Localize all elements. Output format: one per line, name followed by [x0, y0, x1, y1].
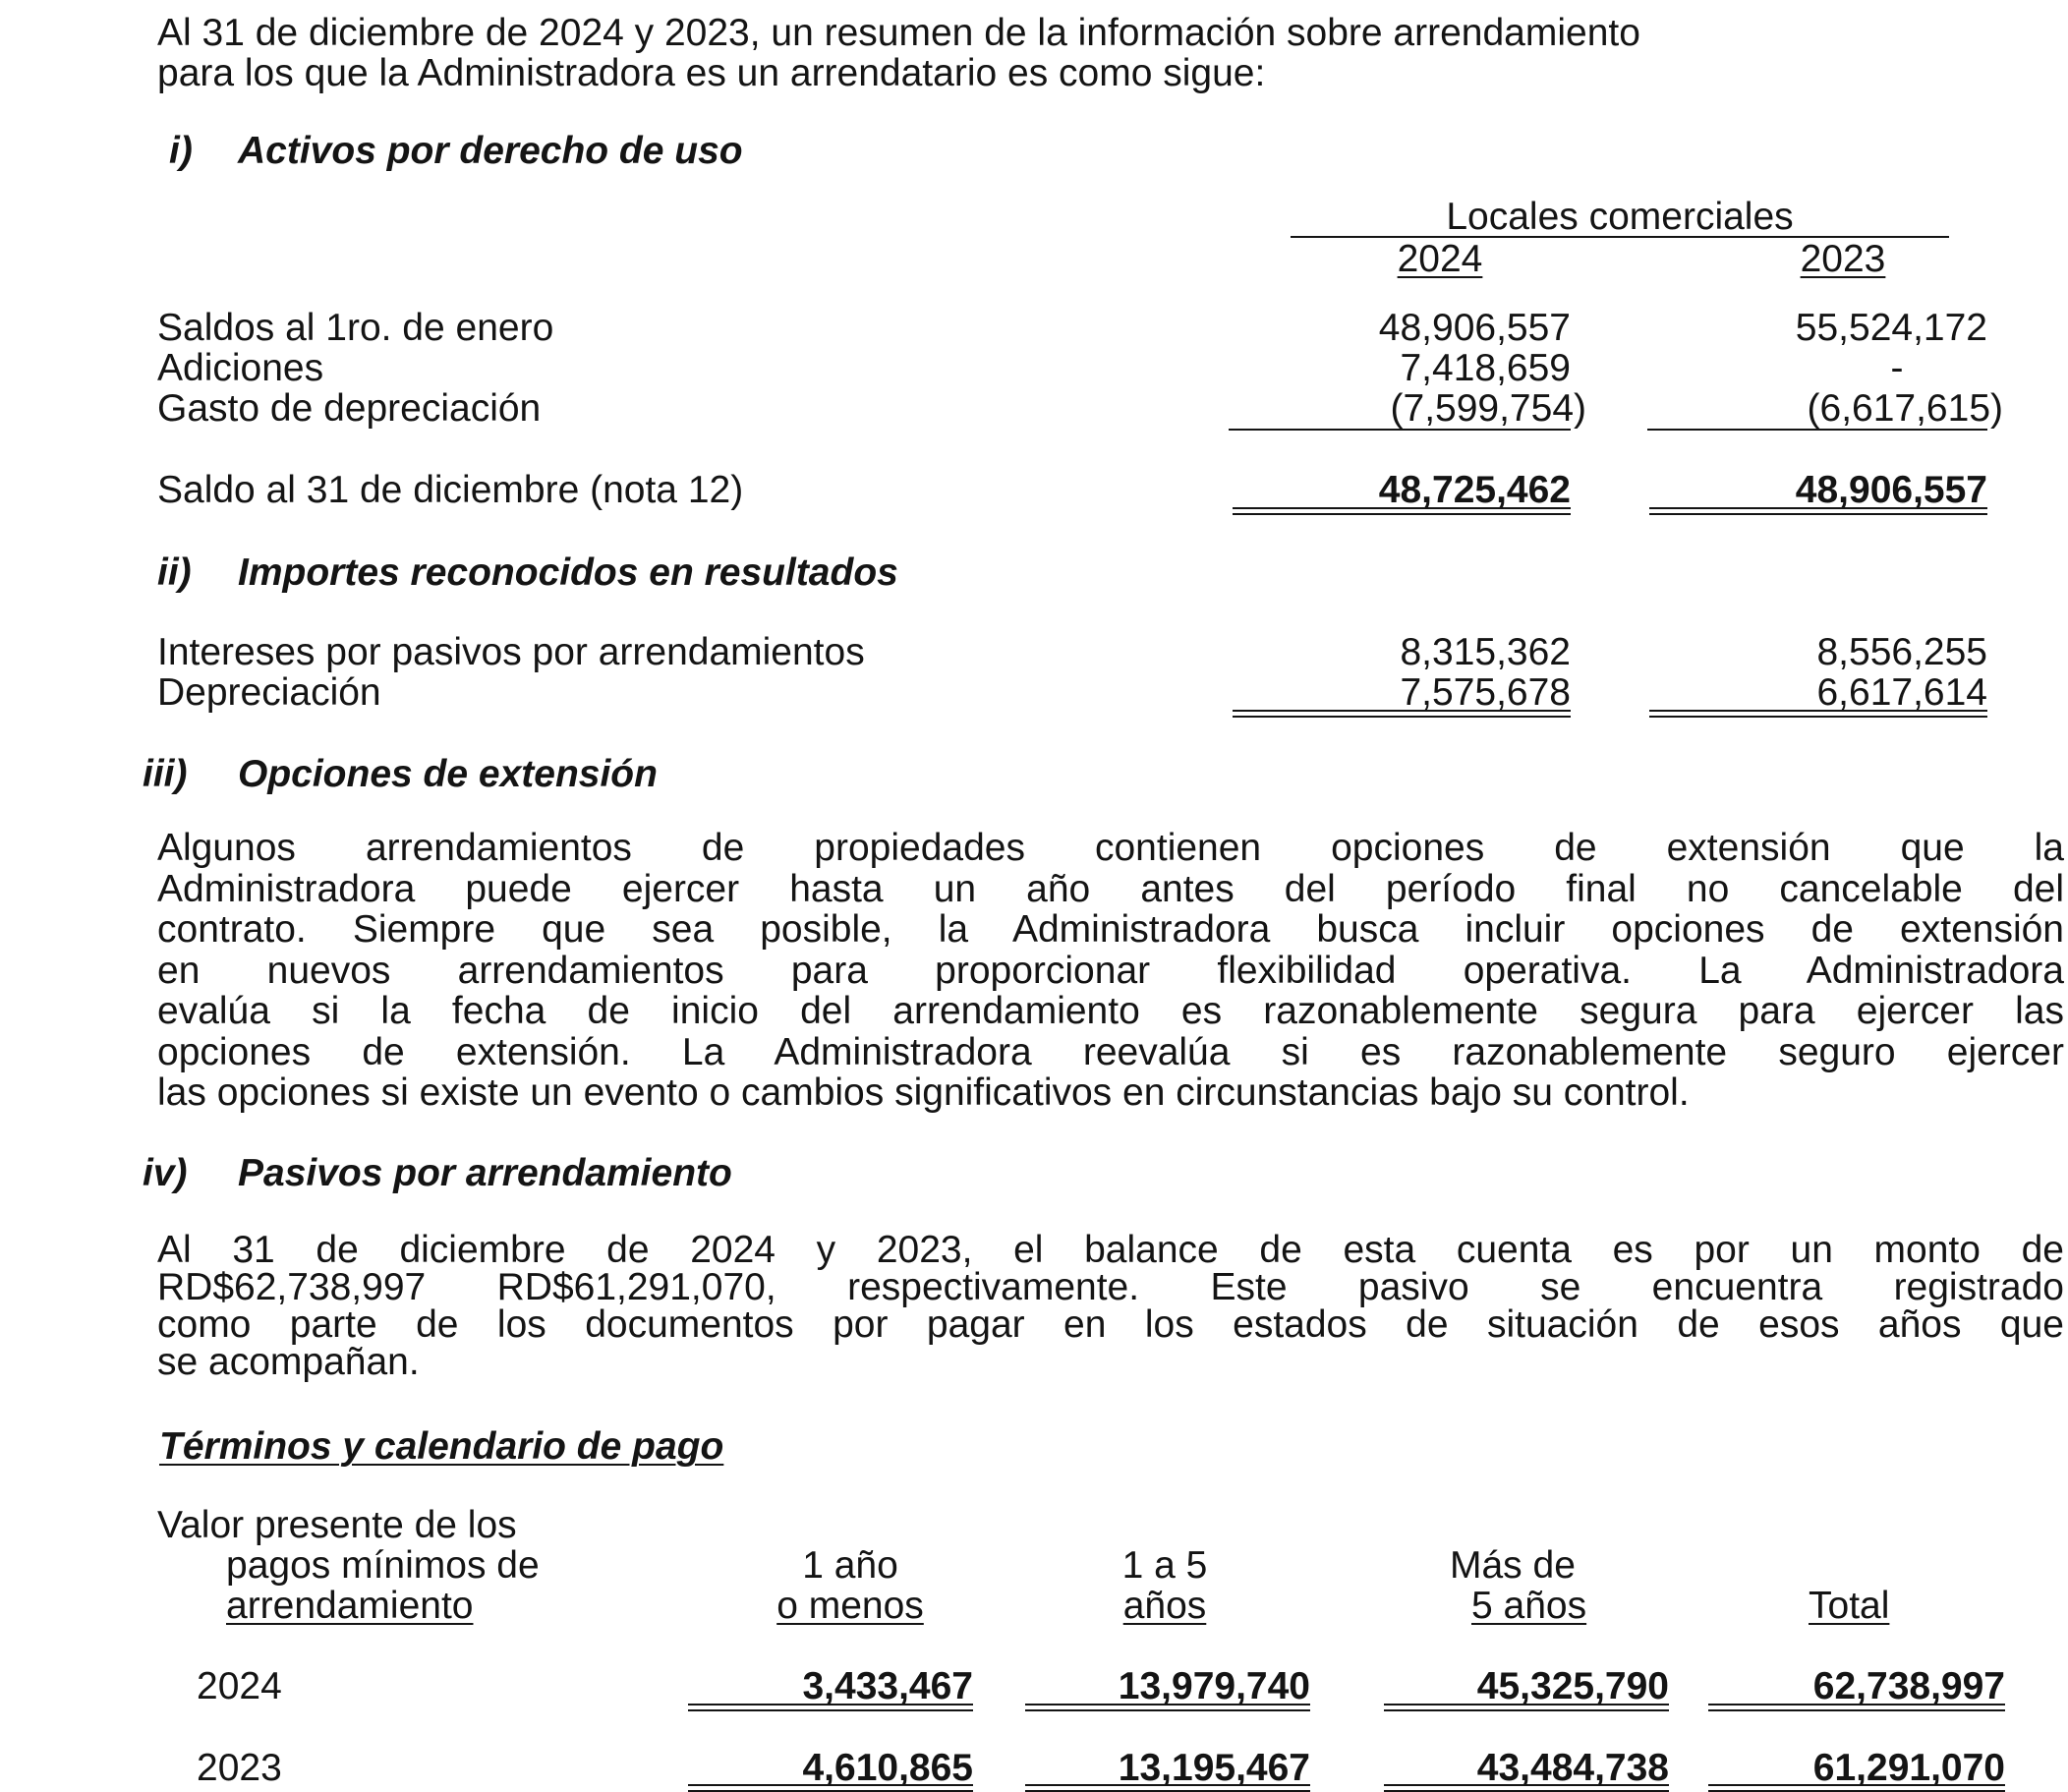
value-gasto-depreciacion-2023: (6,617,615): [1807, 387, 2003, 430]
schedule-2023-1-year-rule: [688, 1784, 973, 1792]
paragraph-line: Al 31 de diciembre de 2024 y 2023, el balance de esta cuenta es por un monto de: [157, 1229, 2064, 1271]
col-4-header: Total: [1809, 1585, 1890, 1627]
col-header-2024: 2024: [1397, 238, 1483, 280]
intro-line-1: Al 31 de diciembre de 2024 y 2023, un resumen de la información sobre arrendamiento: [157, 12, 1640, 54]
paragraph-line: RD$62,738,997 RD$61,291,070, respectivamente. Este pasivo se encuentra registrado: [157, 1266, 2064, 1308]
section-iv-title: Pasivos por arrendamiento: [238, 1152, 732, 1194]
paragraph-line: evalúa si la fecha de inicio del arrendamiento es razonablemente segura para ejercer las: [157, 990, 2064, 1032]
schedule-2024-over-5-years: 45,325,790: [1476, 1665, 1669, 1707]
col-header-2023: 2023: [1800, 238, 1886, 280]
section-ii-number: ii): [157, 551, 192, 594]
intro-line-2: para los que la Administradora es un arrendatario es como sigue:: [157, 52, 1266, 94]
value-intereses-2023: 8,556,255: [1816, 631, 1987, 673]
value-gasto-depreciacion-2024: (7,599,754): [1390, 387, 1586, 430]
subtotal-rule-2024: [1229, 429, 1571, 431]
section-iv-number: iv): [143, 1152, 188, 1194]
schedule-2024-1-year-rule: [688, 1704, 973, 1711]
value-depreciacion-2024: 7,575,678: [1400, 671, 1571, 714]
row-label-depreciacion: Depreciación: [157, 671, 381, 714]
paragraph-line: opciones de extensión. La Administradora reevalúa si es razonablemente seguro ejercer: [157, 1030, 2064, 1073]
col-1-header-line-1: 1 año: [802, 1544, 898, 1587]
payment-schedule-title: Términos y calendario de pago: [159, 1425, 724, 1468]
paragraph-line: Algunos arrendamientos de propiedades contienen opciones de extensión que la: [157, 827, 2064, 869]
row-label-saldo-diciembre: Saldo al 31 de diciembre (nota 12): [157, 469, 744, 511]
schedule-2023-over-5-years-rule: [1384, 1784, 1669, 1792]
schedule-2023-total: 61,291,070: [1812, 1747, 2005, 1789]
schedule-2023-1-5-years: 13,195,467: [1118, 1747, 1310, 1789]
schedule-2024-1-5-years: 13,979,740: [1118, 1665, 1310, 1707]
schedule-2024-1-year: 3,433,467: [802, 1665, 973, 1707]
paragraph-line: las opciones si existe un evento o cambios significativos en circunstancias bajo su control.: [157, 1071, 1690, 1114]
row-label-adiciones: Adiciones: [157, 347, 324, 389]
col-2-header-line-2: años: [1122, 1585, 1207, 1627]
value-adiciones-2023: -: [1890, 347, 1904, 389]
schedule-2024-over-5-years-rule: [1384, 1704, 1669, 1711]
total-saldo-2023: 48,906,557: [1795, 469, 1987, 511]
schedule-2024-total-rule: [1708, 1704, 2005, 1711]
subtotal-rule-2023: [1647, 429, 1987, 431]
schedule-label-line-2: pagos mínimos de: [226, 1544, 540, 1587]
schedule-row-year-2024: 2024: [197, 1665, 282, 1707]
schedule-label-line-3: arrendamiento: [226, 1585, 474, 1627]
section-iii-title: Opciones de extensión: [238, 753, 658, 795]
total-saldo-2024: 48,725,462: [1378, 469, 1571, 511]
schedule-2023-1-year: 4,610,865: [802, 1747, 973, 1789]
value-saldos-enero-2024: 48,906,557: [1378, 307, 1571, 349]
schedule-row-year-2023: 2023: [197, 1747, 282, 1789]
schedule-2023-total-rule: [1708, 1784, 2005, 1792]
depreciacion-double-rule-2023: [1649, 710, 1987, 718]
schedule-label-line-1: Valor presente de los: [157, 1504, 517, 1546]
section-iii-number: iii): [143, 753, 188, 795]
schedule-2024-1-5-years-rule: [1025, 1704, 1310, 1711]
col-3-header-line-1: Más de: [1450, 1544, 1576, 1587]
total-double-rule-2023: [1649, 507, 1987, 515]
schedule-2024-total: 62,738,997: [1812, 1665, 2005, 1707]
value-adiciones-2024: 7,418,659: [1400, 347, 1571, 389]
paragraph-line: en nuevos arrendamientos para proporcionar flexibilidad operativa. La Administradora: [157, 949, 2064, 992]
value-saldos-enero-2023: 55,524,172: [1795, 307, 1987, 349]
value-depreciacion-2023: 6,617,614: [1816, 671, 1987, 714]
paragraph-line: se acompañan.: [157, 1341, 420, 1383]
value-intereses-2024: 8,315,362: [1400, 631, 1571, 673]
paragraph-line: contrato. Siempre que sea posible, la Administradora busca incluir opciones de extensión: [157, 908, 2064, 951]
col-3-header-line-2: 5 años: [1471, 1585, 1587, 1627]
section-i-title: Activos por derecho de uso: [238, 130, 743, 172]
section-iv-paragraph: [157, 1229, 2064, 1383]
section-i-number: i): [169, 130, 193, 172]
depreciacion-double-rule-2024: [1233, 710, 1571, 718]
col-2-header-line-1: 1 a 5: [1121, 1544, 1208, 1587]
schedule-2023-over-5-years: 43,484,738: [1476, 1747, 1669, 1789]
section-iii-paragraph: [157, 828, 2064, 1114]
schedule-2023-1-5-years-rule: [1025, 1784, 1310, 1792]
paragraph-line: Administradora puede ejercer hasta un año antes del período final no cancelable del: [157, 867, 2064, 910]
locales-comerciales-header: Locales comerciales: [1446, 196, 1794, 238]
row-label-saldos-enero: Saldos al 1ro. de enero: [157, 307, 554, 349]
col-1-header-line-2: o menos: [776, 1585, 924, 1627]
row-label-intereses: Intereses por pasivos por arrendamientos: [157, 631, 865, 673]
paragraph-line: como parte de los documentos por pagar en los estados de situación de esos años que: [157, 1303, 2064, 1346]
total-double-rule-2024: [1233, 507, 1571, 515]
section-ii-title: Importes reconocidos en resultados: [238, 551, 898, 594]
row-label-gasto-depreciacion: Gasto de depreciación: [157, 387, 542, 430]
